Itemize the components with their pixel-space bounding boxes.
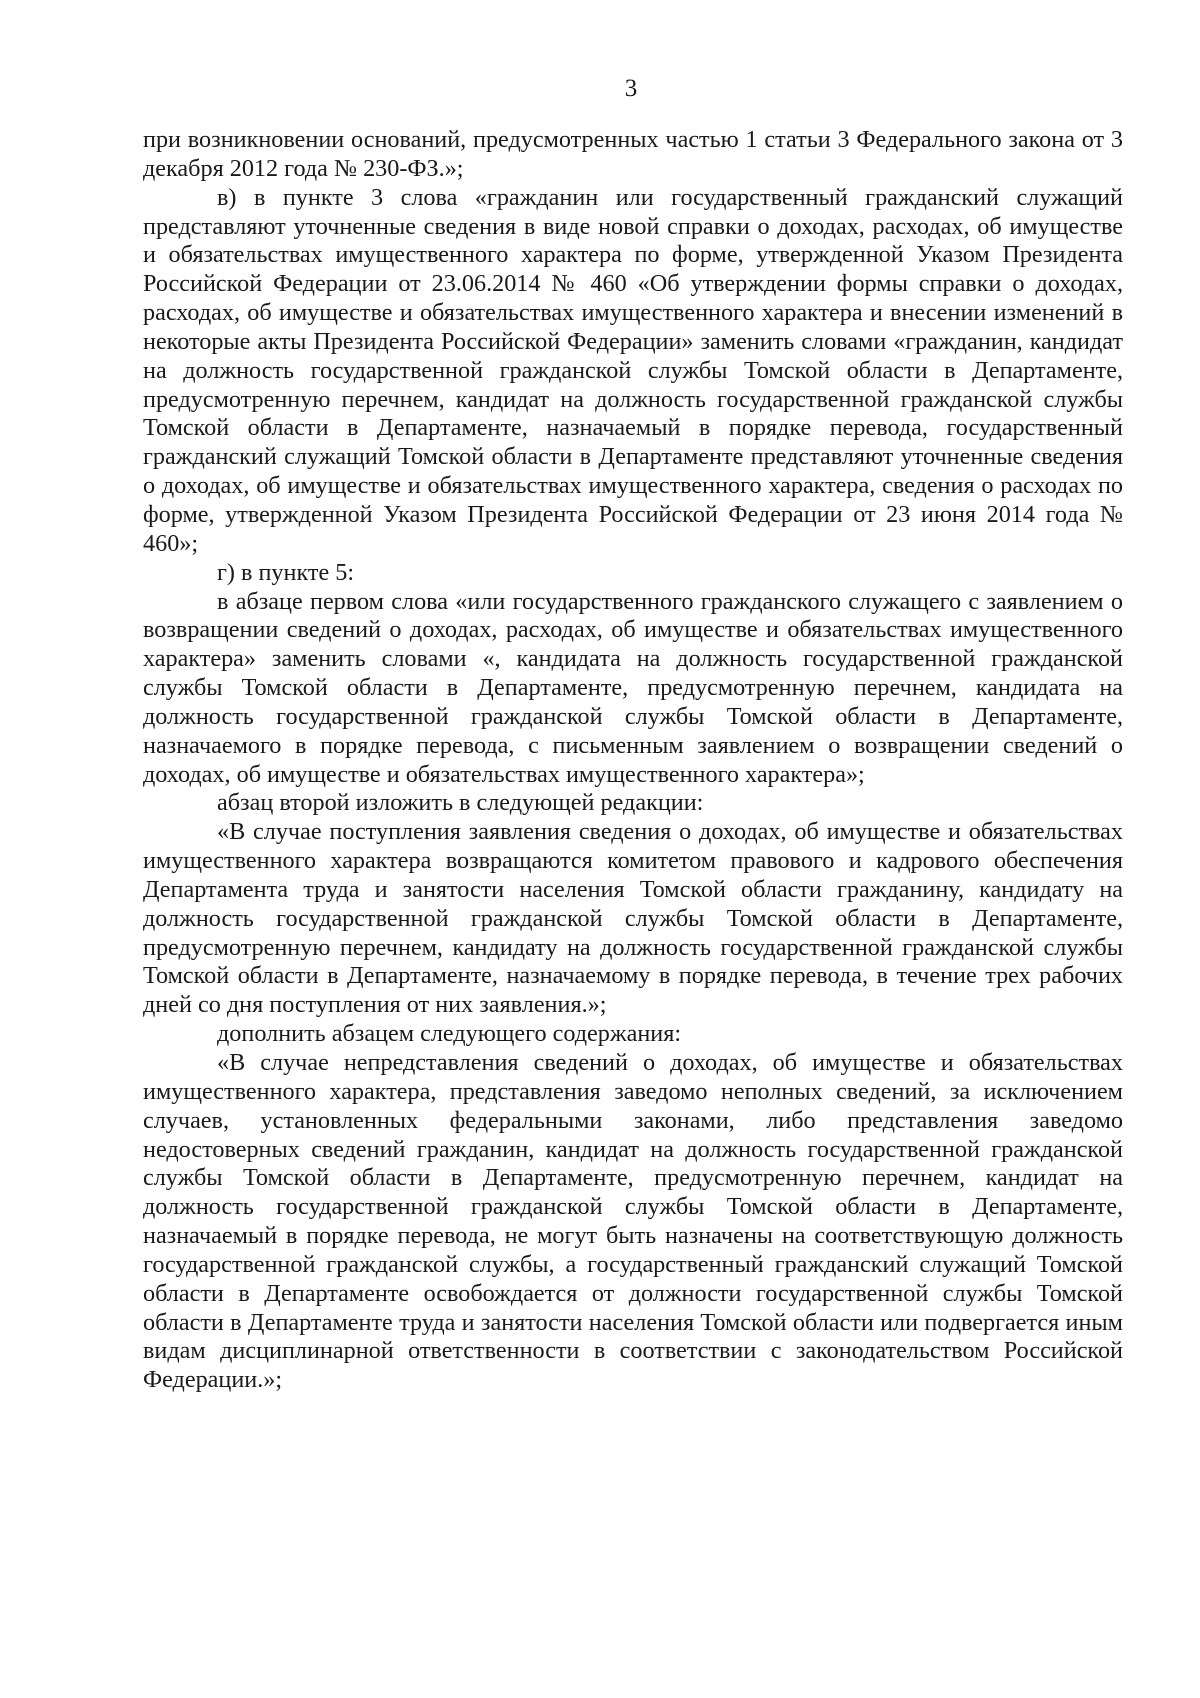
paragraph: абзац второй изложить в следующей редакции: (217, 789, 704, 817)
paragraph: при возникновении оснований, предусмотренных частью 1 статьи 3 Федерального закона от 3 декабря 2012 года № 230-ФЗ.»; (143, 126, 1123, 182)
paragraph: г) в пункте 5: (217, 558, 355, 586)
paragraph: «В случае непредставления сведений о доходах, об имуществе и обязательствах имущественного характера, представления заведомо неполных сведений, за исключением случаев, установленных федеральными законами, либо представления заведомо недостоверных сведений гражданин, кандидат на должность государственной гражданской службы Томской области в Департаменте, предусмотренную перечнем, кандидат на должность государственной гражданской службы Томской области в Департаменте, назначаемый в порядке перевода, не могут быть назначены на соответствующую должность государственной гражданской службы, а государственный гражданский служащий Томской области в Департаменте освобождается от должности государственной службы Томской области в Департаменте труда и занятости населения Томской области или подвергается иным видам дисциплинарной ответственности в соответствии с законодательством Российской Федерации.»; (143, 1049, 1123, 1394)
document-body (143, 126, 1123, 1395)
paragraph: дополнить абзацем следующего содержания: (217, 1020, 682, 1048)
paragraph: в) в пункте 3 слова «гражданин или государственный гражданский служащий представляют уточненные сведения в виде новой справки о доходах, расходах, об имуществе и обязательствах имущественного характера по форме, утвержденной Указом Президента Российской Федерации от 23.06.2014 № 460 «Об утверждении формы справки о доходах, расходах, об имуществе и обязательствах имущественного характера и внесении изменений в некоторые акты Президента Российской Федерации» заменить словами «гражданин, кандидат на должность государственной гражданской службы Томской области в Департаменте, предусмотренную перечнем, кандидат на должность государственной гражданской службы Томской области в Департаменте, назначаемый в порядке перевода, государственный гражданский служащий Томской области в Департаменте представляют уточненные сведения о доходах, об имуществе и обязательствах имущественного характера, сведения о расходах по форме, утвержденной Указом Президента Российской Федерации от 23 июня 2014 года № 460»; (143, 183, 1123, 557)
paragraph: «В случае поступления заявления сведения о доходах, об имуществе и обязательствах имущественного характера возвращаются комитетом правового и кадрового обеспечения Департамента труда и занятости населения Томской области гражданину, кандидату на должность государственной гражданской службы Томской области в Департаменте, предусмотренную перечнем, кандидату на должность государственной гражданской службы Томской области в Департаменте, назначаемому в порядке перевода, в течение трех рабочих дней со дня поступления от них заявления.»; (143, 818, 1123, 1019)
page-number: 3 (624, 75, 638, 102)
paragraph: в абзаце первом слова «или государственного гражданского служащего с заявлением о возвращении сведений о доходах, расходах, об имуществе и обязательствах имущественного характера» заменить словами «, кандидата на должность государственной гражданской службы Томской области в Департаменте, предусмотренную перечнем, кандидата на должность государственной гражданской службы Томской области в Департаменте, назначаемого в порядке перевода, с письменным заявлением о возвращении сведений о доходах, об имуществе и обязательствах имущественного характера»; (143, 587, 1123, 788)
